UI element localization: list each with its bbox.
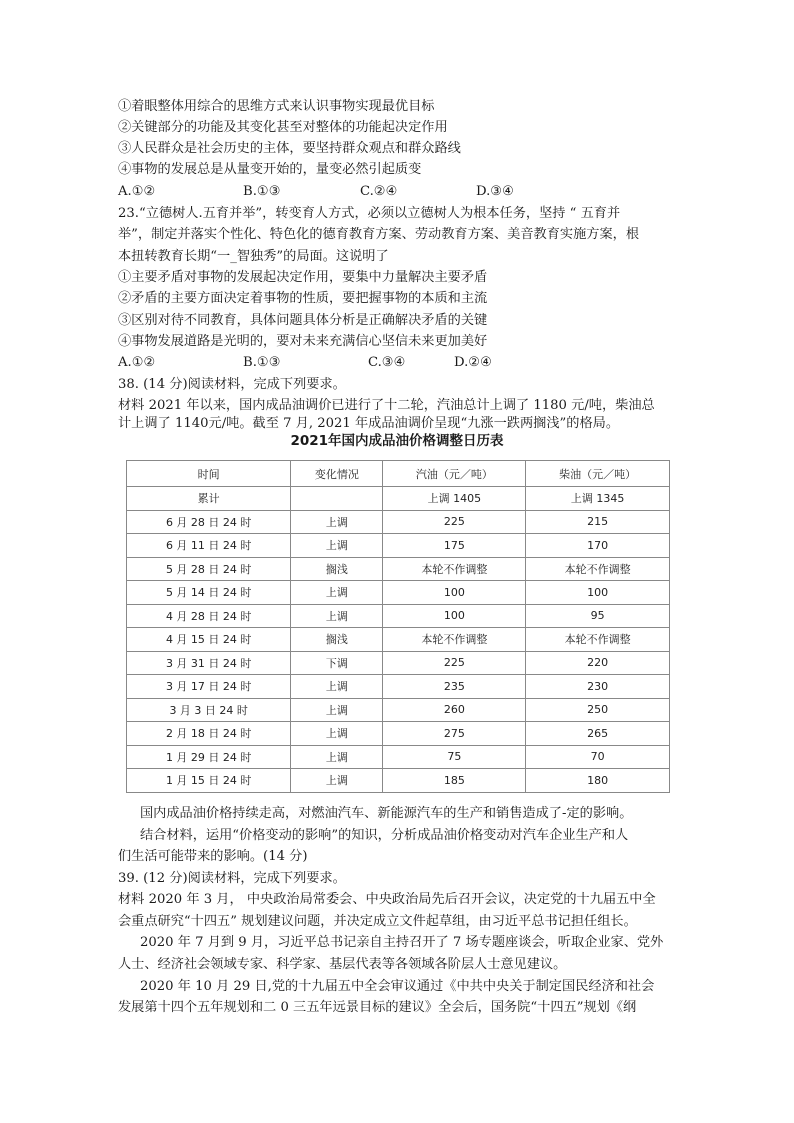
- cell-time: 累计: [127, 487, 291, 511]
- header-gasoline: 汽油（元／吨）: [383, 461, 526, 487]
- cell-diesel: 220: [526, 651, 670, 675]
- cell-time: 3 月 3 日 24 时: [127, 698, 291, 722]
- table-row: [127, 604, 670, 628]
- q39-material-line-3: 2020 年 7 月到 9 月，习近平总书记亲自主持召开了 7 场专题座谈会，听取企业家、党外: [140, 935, 664, 950]
- cell-gasoline: 100: [383, 581, 526, 605]
- q39-material-line-6: 发展第十四个五年规划和二 0 三五年远景目标的建议》全会后，国务院“十四五”规划《纲: [118, 1000, 637, 1015]
- cell-change: 上调: [291, 604, 383, 628]
- table-row: [127, 510, 670, 534]
- cell-gasoline: 275: [383, 722, 526, 746]
- header-diesel: 柴油（元／吨）: [526, 461, 670, 487]
- q23-option-b: B.①③: [243, 355, 281, 370]
- cell-diesel: 本轮不作调整: [526, 557, 670, 581]
- q39-material-line-2: 会重点研究“十四五” 规划建议问题，并决定成立文件起草组，由习近平总书记担任组长。: [118, 914, 637, 929]
- cell-time: 5 月 28 日 24 时: [127, 557, 291, 581]
- cell-diesel: 230: [526, 675, 670, 699]
- cell-diesel: 70: [526, 745, 670, 769]
- q23-option-d: D.②④: [454, 355, 492, 370]
- cell-time: 3 月 17 日 24 时: [127, 675, 291, 699]
- cell-time: 1 月 15 日 24 时: [127, 769, 291, 793]
- q22-option-c: C.②④: [360, 184, 398, 199]
- q39-material-line-5: 2020 年 10 月 29 日,党的十九届五中全会审议通过《中共中央关于制定国民经济和社会: [140, 979, 655, 994]
- cell-gasoline: 260: [383, 698, 526, 722]
- cell-change: 下调: [291, 651, 383, 675]
- cell-time: 5 月 14 日 24 时: [127, 581, 291, 605]
- cell-diesel: 95: [526, 604, 670, 628]
- cell-change: 上调: [291, 769, 383, 793]
- q23-item-3: ③区别对待不同教育，具体问题具体分析是正确解决矛盾的关键: [118, 313, 488, 328]
- cell-diesel: 上调 1345: [526, 487, 670, 511]
- q22-item-2: ②关键部分的功能及其变化甚至对整体的功能起决定作用: [118, 120, 448, 135]
- cell-gasoline: 上调 1405: [383, 487, 526, 511]
- cell-gasoline: 本轮不作调整: [383, 557, 526, 581]
- q23-stem-line-2: 举”，制定并落实个性化、特色化的德育教育方案、劳动教育方案、美音教育实施方案，根: [118, 227, 640, 242]
- q23-stem-line-3: 本扭转教育长期“一_智独秀”的局面。这说明了: [118, 249, 389, 264]
- cell-gasoline: 175: [383, 534, 526, 558]
- q22-option-a: A.①②: [118, 184, 156, 199]
- cell-diesel: 215: [526, 510, 670, 534]
- q38-heading: 38. (14 分)阅读材料，完成下列要求。: [118, 377, 346, 392]
- cell-change: 上调: [291, 510, 383, 534]
- cell-change: 上调: [291, 534, 383, 558]
- cell-time: 6 月 11 日 24 时: [127, 534, 291, 558]
- table-row: [127, 675, 670, 699]
- q22-item-1: ①着眼整体用综合的思维方式来认识事物实现最优目标: [118, 99, 435, 114]
- cell-change: 上调: [291, 722, 383, 746]
- q23-item-4: ④事物发展道路是光明的，要对未来充满信心坚信未来更加美好: [118, 334, 488, 349]
- cell-diesel: 250: [526, 698, 670, 722]
- table-row: [127, 628, 670, 652]
- table-row: [127, 722, 670, 746]
- q38-question-line-2: 们生活可能带来的影响。(14 分): [118, 849, 308, 864]
- q39-material-line-1: 材料 2020 年 3 月， 中央政治局常委会、中央政治局先后召开会议，决定党的十九届五中全: [118, 892, 656, 907]
- q23-item-2: ②矛盾的主要方面决定着事物的性质，要把握事物的本质和主流: [118, 291, 488, 306]
- q23-options: [118, 352, 684, 374]
- cell-gasoline: 本轮不作调整: [383, 628, 526, 652]
- cell-change: 上调: [291, 745, 383, 769]
- table-title: 2021年国内成品油价格调整日历表: [290, 433, 504, 449]
- cell-change: 搁浅: [291, 557, 383, 581]
- cell-diesel: 100: [526, 581, 670, 605]
- cell-gasoline: 225: [383, 510, 526, 534]
- cell-change: 搁浅: [291, 628, 383, 652]
- cell-diesel: 180: [526, 769, 670, 793]
- q22-option-d: D.③④: [476, 184, 514, 199]
- cell-diesel: 170: [526, 534, 670, 558]
- table-row: [127, 769, 670, 793]
- cell-change: 上调: [291, 698, 383, 722]
- cell-time: 3 月 31 日 24 时: [127, 651, 291, 675]
- q23-item-1: ①主要矛盾对事物的发展起决定作用，要集中力量解决主要矛盾: [118, 270, 488, 285]
- cell-change: [291, 487, 383, 511]
- table-row: [127, 745, 670, 769]
- cell-gasoline: 75: [383, 745, 526, 769]
- cell-diesel: 265: [526, 722, 670, 746]
- cell-time: 6 月 28 日 24 时: [127, 510, 291, 534]
- cell-gasoline: 100: [383, 604, 526, 628]
- table-row: [127, 698, 670, 722]
- q38-material-line-1: 材料 2021 年以来，国内成品油调价已进行了十二轮，汽油总计上调了 1180 元/吨，柴油总: [118, 398, 655, 413]
- cell-gasoline: 185: [383, 769, 526, 793]
- q38-after-line-1: 国内成品油价格持续走高，对燃油汽车、新能源汽车的生产和销售造成了-定的影响。: [140, 806, 633, 821]
- header-time: 时间: [127, 461, 291, 487]
- q22-item-3: ③人民群众是社会历史的主体，要坚持群众观点和群众路线: [118, 141, 461, 156]
- q38-question-line-1: 结合材料，运用“价格变动的影响”的知识，分析成品油价格变动对汽车企业生产和人: [140, 828, 629, 843]
- q22-item-4: ④事物的发展总是从量变开始的，量变必然引起质变: [118, 162, 422, 177]
- q39-heading: 39. (12 分)阅读材料，完成下列要求。: [118, 871, 346, 886]
- q22-options: [118, 181, 684, 203]
- cell-diesel: 本轮不作调整: [526, 628, 670, 652]
- cell-time: 4 月 28 日 24 时: [127, 604, 291, 628]
- cell-time: 2 月 18 日 24 时: [127, 722, 291, 746]
- table-header-row: [127, 461, 670, 487]
- table-row: [127, 581, 670, 605]
- cell-time: 4 月 15 日 24 时: [127, 628, 291, 652]
- table-row: [127, 557, 670, 581]
- q39-material-line-4: 人士、经济社会领域专家、科学家、基层代表等各领域各阶层人士意见建议。: [118, 957, 567, 972]
- cell-change: 上调: [291, 675, 383, 699]
- q23-stem-line-1: 23.“立德树人.五育并举”，转变育人方式，必须以立德树人为根本任务，坚持 “ 五育并: [118, 206, 621, 221]
- table-row: [127, 487, 670, 511]
- q23-option-a: A.①②: [118, 355, 156, 370]
- q38-material-line-2: 计上调了 1140元/吨。截至 7 月, 2021 年成品油调价呈现“九涨一跌两搁浅”的格局。: [118, 416, 620, 431]
- header-change: 变化情况: [291, 461, 383, 487]
- oil-price-table: [126, 460, 670, 793]
- cell-gasoline: 225: [383, 651, 526, 675]
- cell-gasoline: 235: [383, 675, 526, 699]
- cell-time: 1 月 29 日 24 时: [127, 745, 291, 769]
- table-row: [127, 651, 670, 675]
- q23-option-c: C.③④: [368, 355, 406, 370]
- q22-option-b: B.①③: [243, 184, 281, 199]
- table-row: [127, 534, 670, 558]
- cell-change: 上调: [291, 581, 383, 605]
